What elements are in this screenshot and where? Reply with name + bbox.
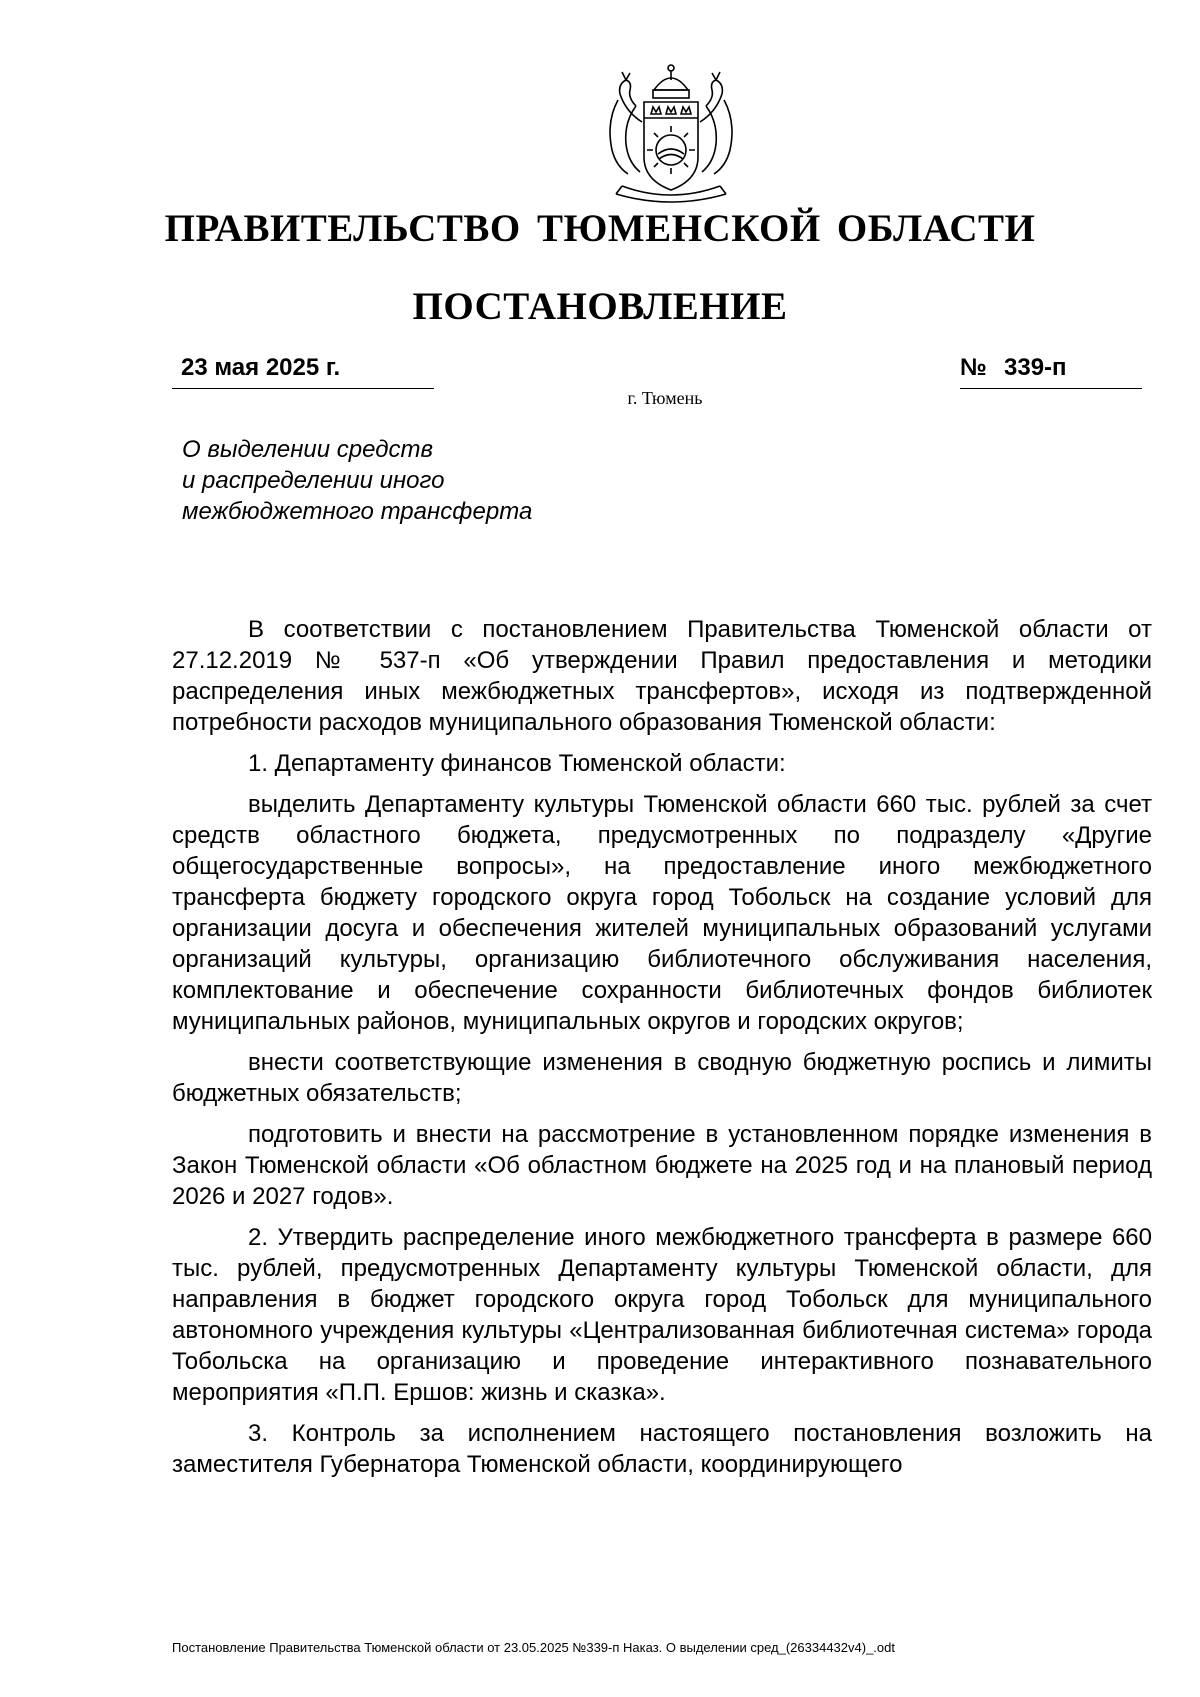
document-number: 339-п — [1004, 354, 1067, 381]
document-date: 23 мая 2025 г. — [181, 354, 341, 381]
page-footer: Постановление Правительства Тюменской области от 23.05.2025 №339-п Наказ. О выделении сред_(26334432v4)_.odt — [172, 1640, 895, 1655]
subject-line: О выделении средств — [182, 436, 434, 463]
subject-line: межбюджетного трансферта — [182, 498, 533, 525]
body-paragraph: В соответствии с постановлением Правительства Тюменской области от 27.12.2019 № 537-п «Об утверждении Правил предоставления и методики распределения иных межбюджетных трансфертов», исходя из подтвержденной потребности расходов муниципального образования Тюменской области: — [172, 616, 1152, 736]
government-title: ПРАВИТЕЛЬСТВО ТЮМЕНСКОЙ ОБЛАСТИ — [164, 207, 1036, 250]
body-paragraph: внести соответствующие изменения в сводную бюджетную роспись и лимиты бюджетных обязательств; — [172, 1049, 1152, 1107]
subject-line: и распределении иного — [182, 467, 445, 494]
body-paragraph: подготовить и внести на рассмотрение в установленном порядке изменения в Закон Тюменской области «Об областном бюджете на 2025 год и на плановый период 2026 и 2027 годов». — [172, 1121, 1152, 1210]
body-paragraph: 1. Департаменту финансов Тюменской области: — [248, 750, 786, 777]
date-field — [172, 354, 434, 389]
city: г. Тюмень — [627, 388, 703, 408]
document-body — [172, 614, 1152, 1490]
document-subject — [182, 434, 532, 527]
coat-of-arms-icon — [596, 62, 746, 222]
document-type: ПОСТАНОВЛЕНИЕ — [412, 285, 788, 328]
body-paragraph: 2. Утвердить распределение иного межбюджетного трансферта в размере 660 тыс. рублей, предусмотренных Департаменту культуры Тюменской области, для направления в бюджет городского округа город Тобольск для муниципального автономного учреждения культуры «Централизованная библиотечная система» города Тобольска на организацию и проведение интерактивного познавательного мероприятия «П.П. Ершов: жизнь и сказка». — [172, 1224, 1152, 1406]
number-field — [960, 354, 1142, 389]
body-paragraph: выделить Департаменту культуры Тюменской области 660 тыс. рублей за счет средств областного бюджета, предусмотренных по подразделу «Другие общегосударственные вопросы», на предоставление иного межбюджетного трансферта бюджету городского округа город Тобольск на создание условий для организации досуга и обеспечения жителей муниципальных образований услугами организаций культуры, организацию библиотечного обслуживания населения, комплектование и обеспечение сохранности библиотечных фондов библиотек муниципальных районов, муниципальных округов и городских округов; — [172, 791, 1152, 1035]
body-paragraph: 3. Контроль за исполнением настоящего постановления возложить на заместителя Губернатора Тюменской области, координирующего — [172, 1420, 1152, 1478]
number-sign: № — [960, 354, 987, 381]
